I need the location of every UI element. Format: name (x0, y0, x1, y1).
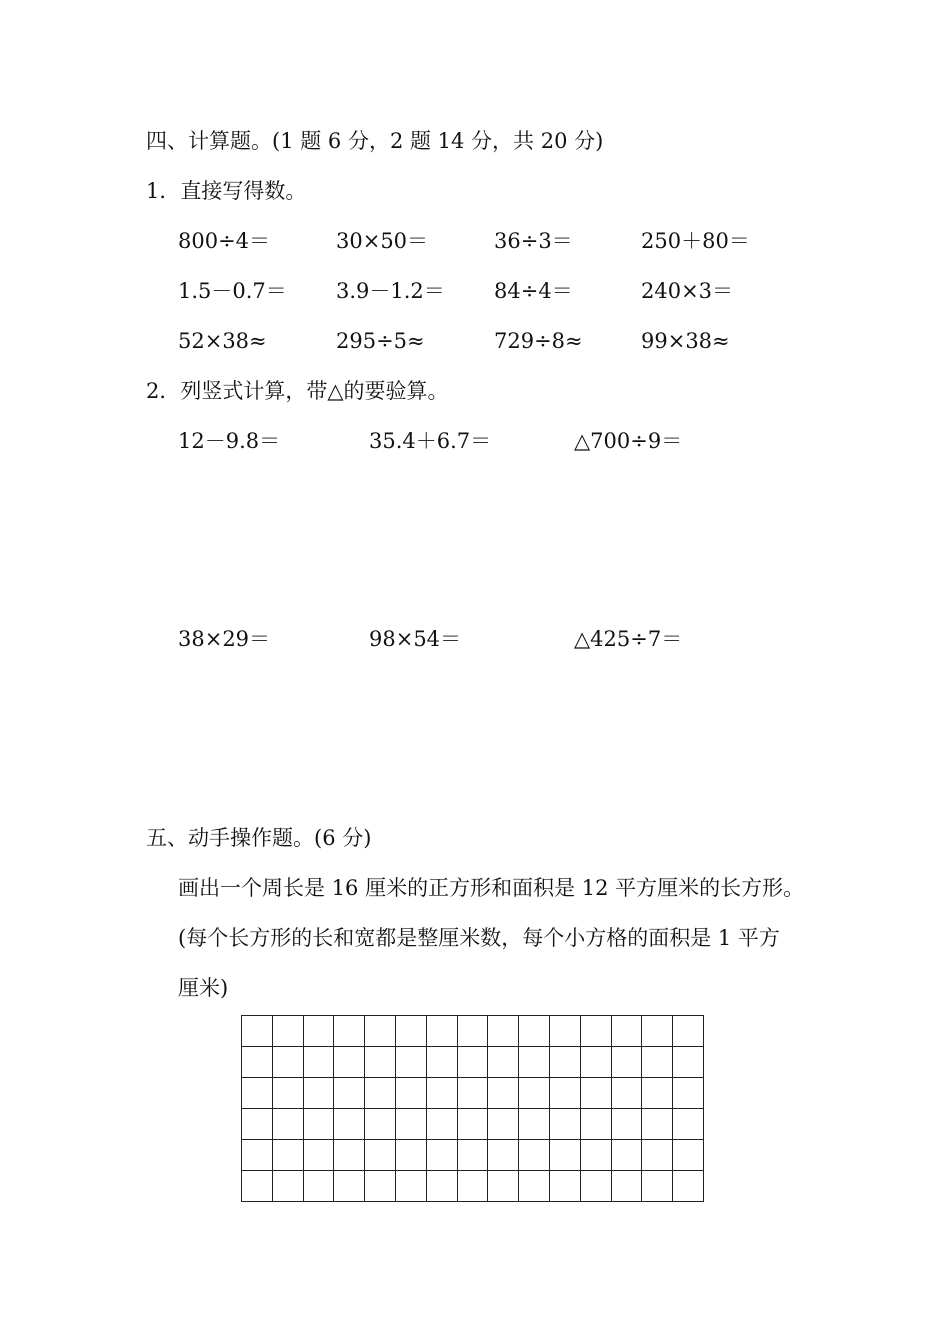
grid-square[interactable] (458, 1078, 489, 1109)
grid-square[interactable] (673, 1078, 704, 1109)
grid-square[interactable] (673, 1016, 704, 1047)
oral-calc-item: 240×3＝ (641, 279, 734, 303)
grid-square[interactable] (304, 1047, 335, 1078)
grid-square[interactable] (581, 1140, 612, 1171)
section-4-title: 四、计算题。(1 题 6 分，2 题 14 分，共 20 分) (146, 129, 604, 153)
grid-square[interactable] (458, 1109, 489, 1140)
grid-square[interactable] (581, 1078, 612, 1109)
grid-square[interactable] (673, 1140, 704, 1171)
oral-calc-item: 36÷3＝ (494, 229, 573, 253)
grid-square[interactable] (488, 1078, 519, 1109)
grid-square[interactable] (304, 1016, 335, 1047)
grid-square[interactable] (365, 1140, 396, 1171)
grid-square[interactable] (550, 1140, 581, 1171)
grid-square[interactable] (304, 1078, 335, 1109)
grid-square[interactable] (304, 1171, 335, 1202)
grid-square[interactable] (396, 1140, 427, 1171)
oral-calc-item: 1.5－0.7＝ (178, 279, 287, 303)
oral-calc-item: 30×50＝ (336, 229, 429, 253)
grid-square[interactable] (304, 1140, 335, 1171)
grid-square[interactable] (612, 1047, 643, 1078)
grid-square[interactable] (427, 1078, 458, 1109)
grid-square[interactable] (427, 1047, 458, 1078)
grid-square[interactable] (581, 1016, 612, 1047)
grid-square[interactable] (458, 1047, 489, 1078)
grid-square[interactable] (334, 1140, 365, 1171)
grid-square[interactable] (242, 1016, 273, 1047)
grid-square[interactable] (612, 1109, 643, 1140)
vertical-calc-item-with-check: △425÷7＝ (574, 627, 683, 651)
grid-square[interactable] (550, 1047, 581, 1078)
grid-square[interactable] (396, 1016, 427, 1047)
grid-square[interactable] (427, 1016, 458, 1047)
grid-square[interactable] (581, 1109, 612, 1140)
grid-square[interactable] (612, 1171, 643, 1202)
vertical-calc-item: 35.4＋6.7＝ (369, 429, 492, 453)
grid-square[interactable] (642, 1171, 673, 1202)
grid-square[interactable] (519, 1109, 550, 1140)
grid-square[interactable] (488, 1016, 519, 1047)
grid-square[interactable] (550, 1171, 581, 1202)
oral-calc-item: 99×38≈ (641, 329, 730, 353)
grid-square[interactable] (612, 1078, 643, 1109)
grid-square[interactable] (242, 1078, 273, 1109)
grid-square[interactable] (273, 1140, 304, 1171)
grid-square[interactable] (396, 1078, 427, 1109)
oral-calc-item: 3.9－1.2＝ (336, 279, 445, 303)
grid-square[interactable] (642, 1016, 673, 1047)
grid-square[interactable] (273, 1047, 304, 1078)
grid-square[interactable] (550, 1016, 581, 1047)
grid-square[interactable] (427, 1109, 458, 1140)
grid-square[interactable] (365, 1016, 396, 1047)
grid-square[interactable] (365, 1109, 396, 1140)
grid-square[interactable] (458, 1016, 489, 1047)
grid-square[interactable] (519, 1016, 550, 1047)
grid-square[interactable] (242, 1109, 273, 1140)
grid-square[interactable] (581, 1047, 612, 1078)
grid-square[interactable] (365, 1078, 396, 1109)
grid-square[interactable] (427, 1171, 458, 1202)
section-5-instruction-line-1: 画出一个周长是 16 厘米的正方形和面积是 12 平方厘米的长方形。 (178, 876, 805, 900)
grid-square[interactable] (273, 1016, 304, 1047)
grid-square[interactable] (642, 1047, 673, 1078)
grid-square[interactable] (334, 1047, 365, 1078)
grid-square[interactable] (673, 1109, 704, 1140)
grid-square[interactable] (334, 1016, 365, 1047)
drawing-grid[interactable] (241, 1015, 704, 1202)
grid-square[interactable] (673, 1171, 704, 1202)
grid-square[interactable] (242, 1047, 273, 1078)
grid-square[interactable] (365, 1047, 396, 1078)
grid-square[interactable] (242, 1140, 273, 1171)
grid-square[interactable] (242, 1171, 273, 1202)
oral-calc-item: 295÷5≈ (336, 329, 425, 353)
grid-square[interactable] (488, 1109, 519, 1140)
oral-calc-item: 84÷4＝ (494, 279, 573, 303)
grid-square[interactable] (396, 1047, 427, 1078)
section-5-instruction-line-2: (每个长方形的长和宽都是整厘米数，每个小方格的面积是 1 平方 (178, 926, 780, 950)
oral-calc-item: 800÷4＝ (178, 229, 271, 253)
grid-square[interactable] (273, 1171, 304, 1202)
section-5-instruction-line-3: 厘米) (178, 976, 229, 1000)
grid-square[interactable] (396, 1171, 427, 1202)
grid-square[interactable] (550, 1109, 581, 1140)
vertical-calc-item-with-check: △700÷9＝ (574, 429, 683, 453)
grid-square[interactable] (519, 1078, 550, 1109)
grid-square[interactable] (488, 1047, 519, 1078)
vertical-calc-item: 12－9.8＝ (178, 429, 281, 453)
grid-square[interactable] (642, 1078, 673, 1109)
grid-square[interactable] (519, 1140, 550, 1171)
vertical-calc-item: 98×54＝ (369, 627, 462, 651)
grid-square[interactable] (519, 1047, 550, 1078)
grid-square[interactable] (673, 1047, 704, 1078)
grid-square[interactable] (458, 1171, 489, 1202)
grid-square[interactable] (273, 1109, 304, 1140)
grid-square[interactable] (488, 1140, 519, 1171)
question-1-label: 1．直接写得数。 (146, 179, 307, 203)
grid-square[interactable] (642, 1140, 673, 1171)
grid-square[interactable] (334, 1171, 365, 1202)
grid-square[interactable] (612, 1016, 643, 1047)
grid-square[interactable] (642, 1109, 673, 1140)
section-5-title: 五、动手操作题。(6 分) (146, 826, 372, 850)
question-2-label: 2．列竖式计算，带△的要验算。 (146, 379, 449, 403)
vertical-calc-item: 38×29＝ (178, 627, 271, 651)
grid-square[interactable] (550, 1078, 581, 1109)
grid-square[interactable] (458, 1140, 489, 1171)
oral-calc-item: 729÷8≈ (494, 329, 583, 353)
grid-square[interactable] (519, 1171, 550, 1202)
grid-square[interactable] (273, 1078, 304, 1109)
grid-square[interactable] (427, 1140, 458, 1171)
grid-square[interactable] (396, 1109, 427, 1140)
grid-square[interactable] (365, 1171, 396, 1202)
oral-calc-item: 52×38≈ (178, 329, 267, 353)
grid-square[interactable] (304, 1109, 335, 1140)
grid-square[interactable] (612, 1140, 643, 1171)
grid-square[interactable] (334, 1109, 365, 1140)
grid-square[interactable] (581, 1171, 612, 1202)
grid-square[interactable] (488, 1171, 519, 1202)
oral-calc-item: 250＋80＝ (641, 229, 750, 253)
grid-square[interactable] (334, 1078, 365, 1109)
